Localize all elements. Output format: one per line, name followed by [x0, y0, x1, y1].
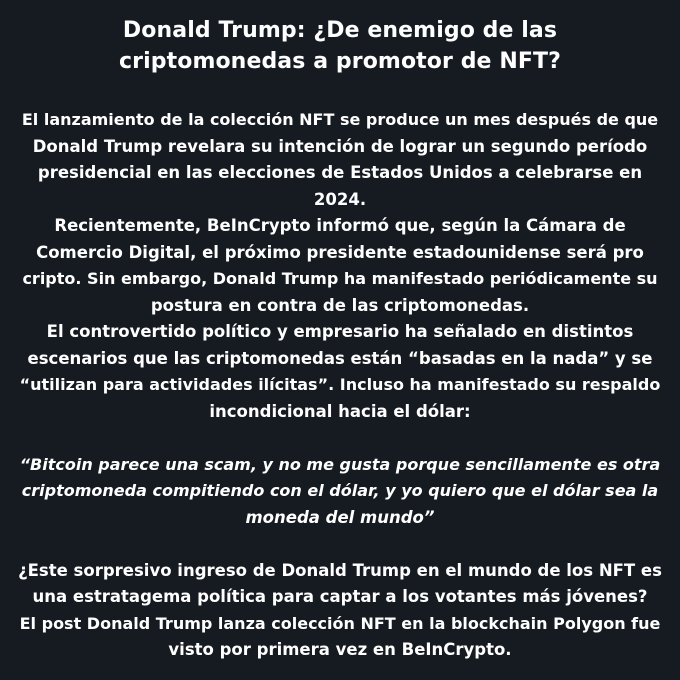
article-body	[18, 107, 662, 664]
text-line: visto por primera vez en BeInCrypto.	[168, 640, 512, 659]
title-line: criptomonedas a promotor de NFT?	[119, 49, 561, 74]
text-line: postura en contra de las criptomonedas.	[150, 295, 530, 315]
paragraph-beincrypto	[18, 213, 662, 319]
text-line: “utilizan para actividades ilícitas”. Incluso ha manifestado su respaldo	[19, 375, 661, 394]
text-line: una estratagema política para captar a los votantes más jóvenes?	[32, 587, 648, 606]
article-title	[18, 15, 662, 77]
paragraph-gap	[18, 425, 662, 452]
paragraph-controversy	[18, 319, 662, 425]
paragraph-launch	[18, 107, 662, 213]
text-line: escenarios que las criptomonedas están “basadas en la nada” y se	[27, 348, 653, 368]
paragraph-source	[18, 611, 662, 664]
text-line: El controvertido político y empresario ha señalado en distintos	[46, 322, 634, 341]
text-line: ¿Este sorpresivo ingreso de Donald Trump en el mundo de los NFT es	[18, 560, 662, 580]
text-line: Comercio Digital, el próximo presidente estadounidense será pro	[36, 242, 644, 262]
paragraph-gap	[18, 531, 662, 558]
title-line: Donald Trump: ¿De enemigo de las	[122, 18, 558, 43]
quote-line: “Bitcoin parece una scam, y no me gusta porque sencillamente es otra	[19, 454, 661, 474]
text-line: Donald Trump revelara su intención de lograr un segundo período	[32, 136, 648, 156]
text-line: El post Donald Trump lanza colección NFT en la blockchain Polygon fue	[19, 613, 661, 633]
text-line: Recientemente, BeInCrypto informó que, según la Cámara de	[54, 216, 626, 235]
text-line: cripto. Sin embargo, Donald Trump ha manifestado periódicamente su	[22, 269, 658, 288]
text-line: presidencial en las elecciones de Estados Unidos a celebrarse en	[37, 163, 643, 182]
quote-line: criptomoneda compitiendo con el dólar, y yo quiero que el dólar sea la	[21, 481, 659, 500]
trump-quote	[18, 452, 662, 532]
text-line: 2024.	[313, 189, 367, 209]
text-line: El lanzamiento de la colección NFT se produce un mes después de que	[21, 110, 659, 129]
quote-line: moneda del mundo”	[245, 507, 435, 527]
text-line: incondicional hacia el dólar:	[209, 401, 471, 421]
paragraph-question	[18, 558, 662, 611]
